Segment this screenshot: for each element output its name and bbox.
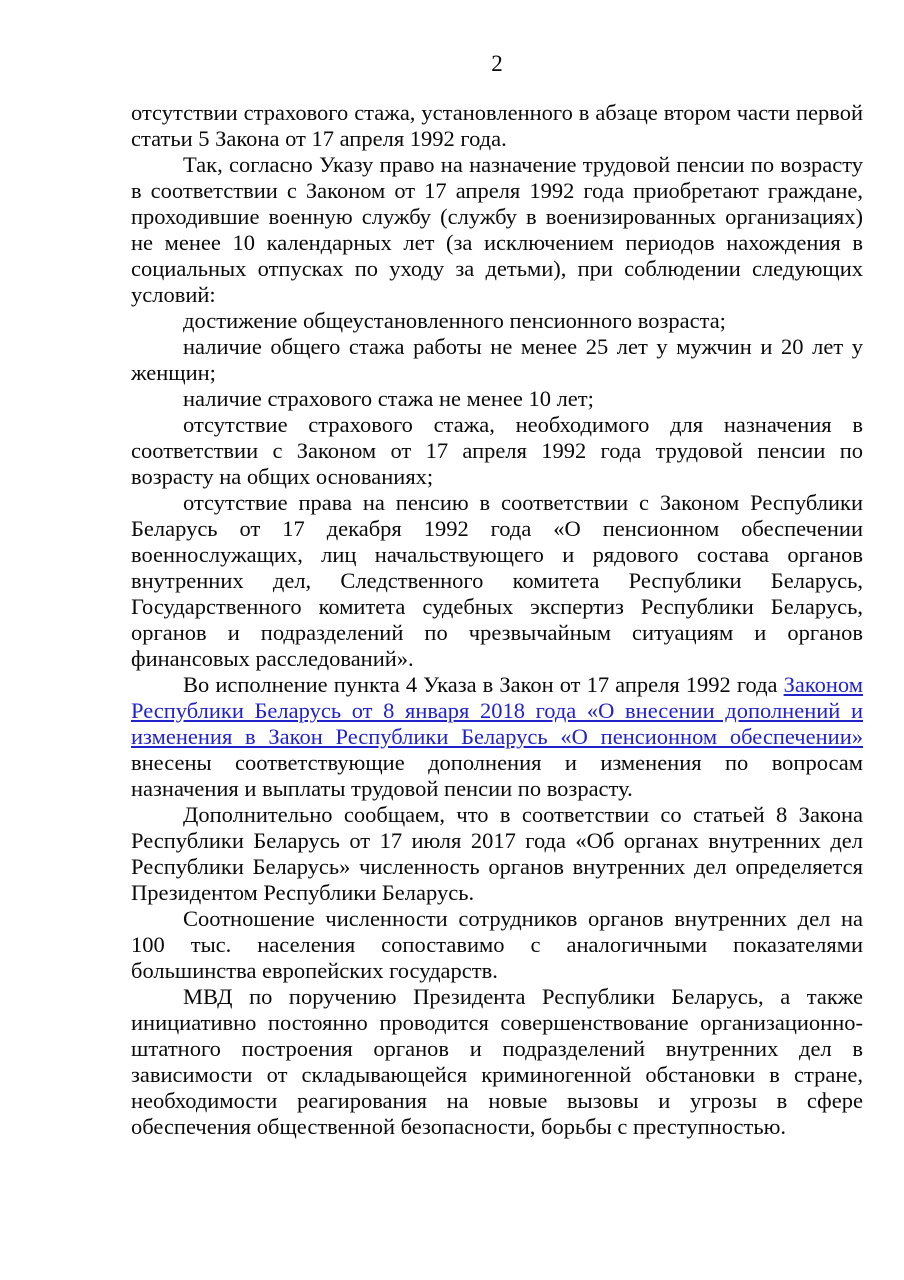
paragraph — [131, 308, 863, 334]
paragraph — [131, 802, 863, 906]
document-body — [131, 100, 863, 1140]
text-run: Соотношение численности сотрудников органов внутренних дел на 100 тыс. населения сопоставимо с аналогичными показателями большинства европейских государств. — [131, 906, 863, 983]
paragraph — [131, 490, 863, 672]
paragraph — [131, 100, 863, 152]
paragraph — [131, 152, 863, 308]
text-run: достижение общеустановленного пенсионного возраста; — [183, 308, 726, 333]
text-run: наличие страхового стажа не менее 10 лет; — [183, 386, 594, 411]
paragraph — [131, 334, 863, 386]
text-run: Во исполнение пункта 4 Указа в Закон от 17 апреля 1992 года — [183, 672, 784, 697]
page-number: 2 — [491, 51, 503, 76]
paragraph — [131, 386, 863, 412]
law-amendment-hyperlink[interactable]: Законом Республики Беларусь от 8 января 2018 года «О внесении дополнений и изменения в Закон Республики Беларусь «О пенсионном обеспечении» — [131, 672, 863, 749]
text-run: отсутствие права на пенсию в соответствии с Законом Республики Беларусь от 17 декабря 1992 года «О пенсионном обеспечении военнослужащих, лиц начальствующего и рядового состава органов внутренних дел, Следственного комитета Республики Беларусь, Государственного комитета судебных экспертиз Республики Беларусь, органов и подразделений по чрезвычайным ситуациям и органов финансовых расследований». — [131, 490, 863, 671]
paragraph — [131, 984, 863, 1140]
text-run: Так, согласно Указу право на назначение трудовой пенсии по возрасту в соответствии с Законом от 17 апреля 1992 года приобретают граждане, проходившие военную службу (службу в военизированных организациях) не менее 10 календарных лет (за исключением периодов нахождения в социальных отпусках по уходу за детьми), при соблюдении следующих условий: — [131, 152, 863, 307]
paragraph — [131, 672, 863, 802]
text-run: отсутствии страхового стажа, установленного в абзаце втором части первой статьи 5 Закона от 17 апреля 1992 года. — [131, 100, 863, 151]
paragraph — [131, 412, 863, 490]
text-run: внесены соответствующие дополнения и изменения по вопросам назначения и выплаты трудовой пенсии по возрасту. — [131, 750, 863, 801]
paragraph — [131, 906, 863, 984]
text-run: наличие общего стажа работы не менее 25 лет у мужчин и 20 лет у женщин; — [131, 334, 863, 385]
text-run: МВД по поручению Президента Республики Беларусь, а также инициативно постоянно проводится совершенствование организационно-штатного построения органов и подразделений внутренних дел в зависимости от складывающейся криминогенной обстановки в стране, необходимости реагирования на новые вызовы и угрозы в сфере обеспечения общественной безопасности, борьбы с преступностью. — [131, 984, 863, 1139]
text-run: отсутствие страхового стажа, необходимого для назначения в соответствии с Законом от 17 апреля 1992 года трудовой пенсии по возрасту на общих основаниях; — [131, 412, 863, 489]
text-run: Дополнительно сообщаем, что в соответствии со статьей 8 Закона Республики Беларусь от 17 июля 2017 года «Об органах внутренних дел Республики Беларусь» численность органов внутренних дел определяется Президентом Республики Беларусь. — [131, 802, 863, 905]
